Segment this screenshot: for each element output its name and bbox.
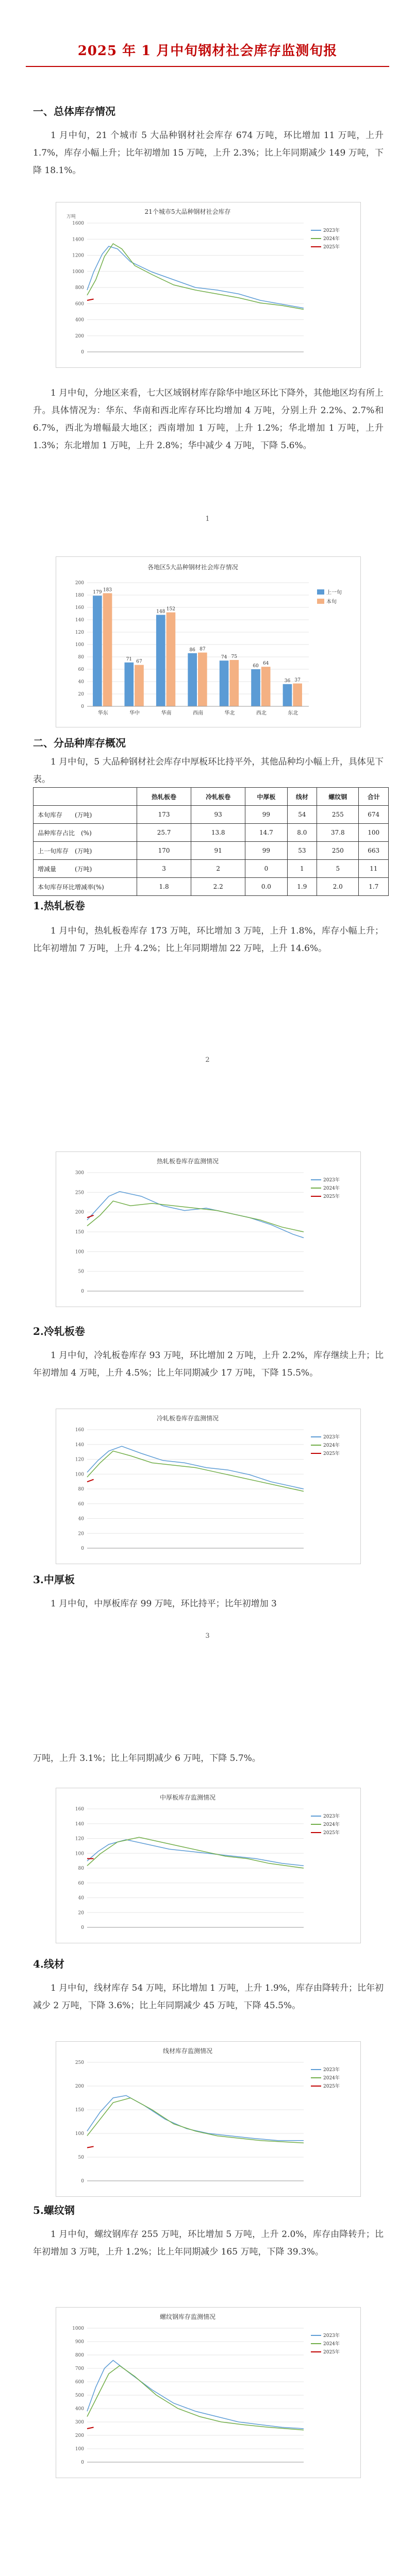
heading-wire-rod: 4.线材: [33, 1958, 64, 1970]
bar-value-label: 148: [156, 609, 165, 615]
table-header-cell: 热轧板卷: [137, 788, 191, 806]
table-cell: 100: [359, 824, 389, 842]
table-cell: 663: [359, 842, 389, 860]
table-cell: 2.0: [317, 878, 359, 896]
y-tick-label: 20: [78, 692, 84, 697]
y-tick-label: 40: [78, 680, 84, 685]
chart-rebar-svg: [56, 2308, 360, 2478]
chart-regional-inventory: [56, 556, 361, 727]
section-heading-overall: 一、总体库存情况: [33, 105, 115, 117]
y-tick-label: 150: [75, 1230, 84, 1235]
x-category-label: 西南: [193, 710, 203, 716]
chart-title: 线材库存监测情况: [162, 2047, 213, 2055]
legend-label: 2024年: [323, 2076, 340, 2081]
table-cell: 674: [359, 806, 389, 824]
table-row: [34, 824, 389, 842]
bar: [283, 684, 292, 706]
bar-value-label: 74: [221, 655, 227, 660]
paragraph-plate-b: 万吨，上升 3.1%；比上年同期减少 6 万吨，下降 5.7%。: [33, 1753, 261, 1764]
y-tick-label: 80: [78, 655, 84, 660]
x-category-label: 华中: [129, 710, 140, 716]
chart-wire-rod: [56, 2041, 361, 2197]
bar: [229, 660, 239, 706]
bar: [156, 615, 165, 706]
y-tick-label: 600: [75, 301, 84, 307]
y-tick-label: 250: [75, 1190, 84, 1196]
paragraph-wire-rod: 1 月中旬，线材库存 54 万吨，环比增加 1 万吨，上升 1.9%，库存由降转升；比年初减少 2 万吨，下降 3.6%；比上年同期减少 45 万吨，下降 45.5%。: [33, 1983, 384, 2011]
y-tick-label: 100: [75, 1249, 84, 1255]
heading-cold-rolled: 2.冷轧板卷: [33, 1325, 85, 1337]
legend-label: 2023年: [323, 228, 340, 233]
y-tick-label: 60: [78, 667, 84, 672]
table-header-cell: 合计: [359, 788, 389, 806]
series-line: [87, 1480, 94, 1482]
y-tick-label: 1000: [72, 2326, 84, 2331]
table-cell: 2.2: [191, 878, 245, 896]
bar-value-label: 67: [136, 659, 142, 665]
y-tick-label: 1400: [72, 237, 84, 243]
y-tick-label: 800: [75, 2353, 84, 2358]
y-tick-label: 100: [75, 642, 84, 648]
y-tick-label: 140: [75, 1442, 84, 1448]
legend-label: 2023年: [323, 1178, 340, 1183]
y-tick-label: 0: [81, 1925, 84, 1930]
table-cell: 0: [245, 860, 287, 878]
bar: [188, 653, 197, 706]
y-tick-label: 60: [78, 1880, 84, 1886]
table-header-cell: 冷轧板卷: [191, 788, 245, 806]
y-tick-label: 120: [75, 630, 84, 635]
legend-label: 2025年: [323, 1451, 340, 1456]
series-line: [87, 2427, 94, 2429]
table-cell: 2: [191, 860, 245, 878]
bar-value-label: 60: [253, 664, 259, 669]
bar: [124, 663, 134, 706]
series-line: [87, 2098, 304, 2143]
table-row: [34, 842, 389, 860]
y-tick-label: 140: [75, 1821, 84, 1827]
legend-label: 本旬: [326, 599, 337, 605]
x-category-label: 西北: [256, 710, 267, 716]
heading-hot-rolled: 1.热轧板卷: [33, 900, 85, 912]
table-cell: 255: [317, 806, 359, 824]
series-line: [87, 2146, 94, 2147]
chart-title: 螺纹钢库存监测情况: [159, 2313, 216, 2320]
series-line: [87, 2360, 304, 2429]
table-cell: 8.0: [287, 824, 317, 842]
table-header-cell: [34, 788, 137, 806]
y-tick-label: 100: [75, 2447, 84, 2452]
y-tick-label: 80: [78, 1866, 84, 1871]
series-line: [87, 1215, 94, 1218]
table-cell: 11: [359, 860, 389, 878]
table-cell: 25.7: [137, 824, 191, 842]
table-cell: 1: [287, 860, 317, 878]
y-tick-label: 120: [75, 1836, 84, 1842]
y-tick-label: 400: [75, 317, 84, 323]
table-cell: 5: [317, 860, 359, 878]
y-tick-label: 200: [75, 333, 84, 339]
y-tick-label: 80: [78, 1487, 84, 1492]
legend-label: 上一旬: [326, 590, 342, 596]
legend-label: 2025年: [323, 245, 340, 250]
chart-cold-rolled: [56, 1409, 361, 1564]
y-tick-label: 800: [75, 285, 84, 291]
y-tick-label: 50: [78, 2155, 84, 2160]
y-tick-label: 160: [75, 605, 84, 611]
chart-plate: [56, 1788, 361, 1943]
bar: [220, 660, 229, 706]
y-tick-label: 20: [78, 1531, 84, 1537]
y-tick-label: 0: [81, 2460, 84, 2465]
table-row: [34, 860, 389, 878]
legend-label: 2025年: [323, 2084, 340, 2089]
y-tick-label: 120: [75, 1457, 84, 1463]
legend-swatch: [317, 589, 324, 595]
table-cell: 37.8: [317, 824, 359, 842]
y-tick-label: 140: [75, 618, 84, 623]
chart-wire-svg: [56, 2042, 360, 2196]
y-tick-label: 0: [81, 350, 84, 355]
series-line: [87, 1201, 304, 1232]
y-tick-label: 300: [75, 2420, 84, 2425]
table-cell: 91: [191, 842, 245, 860]
bar: [293, 684, 302, 706]
y-tick-label: 0: [81, 1289, 84, 1294]
bar-value-label: 179: [93, 590, 102, 596]
legend-label: 2024年: [323, 236, 340, 242]
table-cell: 1.8: [137, 878, 191, 896]
paragraph-plate-a: 1 月中旬，中厚板库存 99 万吨，环比持平；比年初增加 3: [51, 1599, 277, 1609]
y-tick-label: 250: [75, 2060, 84, 2065]
bar-value-label: 71: [126, 656, 132, 662]
y-tick-label: 200: [75, 2433, 84, 2438]
bar-value-label: 183: [103, 587, 112, 593]
chart-plate-svg: [56, 1788, 360, 1943]
y-tick-label: 20: [78, 1910, 84, 1916]
y-tick-label: 600: [75, 2380, 84, 2385]
chart-total-svg: [56, 202, 360, 367]
y-tick-label: 900: [75, 2340, 84, 2345]
report-title: 2025 年 1 月中旬钢材社会库存监测旬报: [77, 43, 338, 59]
table-cell: 14.7: [245, 824, 287, 842]
bar: [135, 665, 144, 706]
y-tick-label: 200: [75, 2084, 84, 2089]
y-tick-label: 160: [75, 1428, 84, 1433]
series-line: [87, 2366, 304, 2430]
table-cell: 53: [287, 842, 317, 860]
title-divider: [26, 66, 389, 67]
y-tick-label: 160: [75, 1807, 84, 1812]
series-line: [87, 2095, 304, 2140]
x-category-label: 东北: [288, 710, 298, 716]
y-tick-label: 500: [75, 2393, 84, 2398]
table-cell: 250: [317, 842, 359, 860]
table-row: [34, 878, 389, 896]
table-cell: 99: [245, 842, 287, 860]
bar-value-label: 152: [166, 606, 175, 612]
y-tick-label: 700: [75, 2366, 84, 2371]
chart-title: 中厚板库存监测情况: [159, 1794, 216, 1801]
series-line: [87, 1451, 304, 1491]
legend-label: 2024年: [323, 1186, 340, 1191]
table-header-cell: 线材: [287, 788, 317, 806]
bar: [167, 613, 176, 706]
legend-label: 2023年: [323, 2067, 340, 2073]
paragraph-varieties: 1 月中旬，5 大品种钢材社会库存中厚板环比持平外，其他品种均小幅上升，具体见下表。: [33, 757, 384, 785]
heading-plate: 3.中厚板: [33, 1573, 75, 1586]
table-header-cell: 螺纹钢: [317, 788, 359, 806]
variety-table: [33, 787, 389, 896]
legend-swatch: [317, 599, 324, 604]
chart-hot-rolled: [56, 1151, 361, 1307]
chart-title: 各地区5大品种钢材社会库存情况: [147, 564, 238, 571]
legend-label: 2023年: [323, 1435, 340, 1440]
chart-hot-svg: [56, 1152, 360, 1307]
legend-label: 2024年: [323, 2342, 340, 2347]
bar: [251, 669, 260, 706]
bar: [103, 593, 112, 706]
chart-regional-svg: [56, 557, 360, 727]
y-tick-label: 0: [81, 2179, 84, 2184]
table-cell: 173: [137, 806, 191, 824]
x-category-label: 华北: [224, 710, 235, 716]
table-cell: 93: [191, 806, 245, 824]
section-heading-varieties: 二、分品种库存概况: [33, 737, 126, 749]
y-tick-label: 100: [75, 1472, 84, 1478]
x-category-label: 华东: [97, 710, 108, 716]
heading-rebar: 5.螺纹钢: [33, 2204, 75, 2216]
bar-value-label: 64: [262, 661, 269, 667]
chart-title: 21个城市5大品种钢材社会库存: [144, 208, 231, 215]
bar: [93, 596, 102, 706]
y-tick-label: 150: [75, 2108, 84, 2113]
chart-rebar: [56, 2307, 361, 2478]
paragraph-cold-rolled: 1 月中旬，冷轧板卷库存 93 万吨，环比增加 2 万吨，上升 2.2%，库存继续上升；比年初增加 4 万吨，上升 4.5%；比上年同期减少 17 万吨，下降 15.5%。: [33, 1350, 384, 1378]
table-cell: 99: [245, 806, 287, 824]
y-tick-label: 50: [78, 1269, 84, 1275]
y-tick-label: 200: [75, 1210, 84, 1215]
chart-total-inventory: [56, 202, 361, 368]
y-tick-label: 400: [75, 2406, 84, 2412]
table-cell: 54: [287, 806, 317, 824]
x-category-label: 华南: [161, 710, 172, 716]
y-tick-label: 1200: [72, 253, 84, 259]
y-tick-label: 100: [75, 2131, 84, 2137]
series-line: [87, 1192, 304, 1238]
legend-label: 2024年: [323, 1822, 340, 1827]
paragraph-regional: 1 月中旬，分地区来看，七大区域钢材库存除华中地区环比下降外，其他地区均有所上升。具体情况为：华东、华南和西北库存环比均增加 4 万吨，分别上升 2.2%、2.7%和 6.7%，西北为增幅最大地区；西南增加 1 万吨，上升 1.2%；华北增加 1 万吨，上升 1.3%；东北增加 1 万吨，上升 2.8%；华中减少 4 万吨，下降 5.6%。: [33, 388, 384, 451]
table-cell: 本旬库存环比增减率(%): [34, 878, 137, 896]
y-tick-label: 1000: [72, 269, 84, 275]
y-tick-label: 0: [81, 1546, 84, 1551]
table-cell: 170: [137, 842, 191, 860]
table-cell: 1.9: [287, 878, 317, 896]
table-cell: 本旬库存 (万吨): [34, 806, 137, 824]
table-cell: 3: [137, 860, 191, 878]
series-line: [87, 1840, 304, 1866]
table-cell: 上一旬库存 (万吨): [34, 842, 137, 860]
y-tick-label: 180: [75, 593, 84, 598]
bar-value-label: 37: [294, 677, 301, 683]
bar-value-label: 75: [231, 654, 237, 659]
legend-label: 2025年: [323, 1831, 340, 1836]
paragraph-rebar: 1 月中旬，螺纹钢库存 255 万吨，环比增加 5 万吨，上升 2.0%，库存由降转升；比年初增加 3 万吨，上升 1.2%；比上年同期减少 165 万吨，下降 39.3%。: [33, 2229, 384, 2257]
table-cell: 品种库存占比 (%): [34, 824, 137, 842]
y-tick-label: 100: [75, 1851, 84, 1857]
chart-cold-svg: [56, 1409, 360, 1564]
series-line: [87, 1837, 304, 1868]
table-header-row: [34, 788, 389, 806]
chart-title: 冷轧板卷库存监测情况: [156, 1415, 219, 1422]
table-cell: 0.0: [245, 878, 287, 896]
page-number: 2: [205, 1056, 210, 1064]
paragraph-hot-rolled: 1 月中旬，热轧板卷库存 173 万吨，环比增加 3 万吨，上升 1.8%，库存小幅上升；比年初增加 7 万吨，上升 4.2%；比上年同期增加 22 万吨，上升 14.6%。: [33, 926, 384, 954]
table-cell: 13.8: [191, 824, 245, 842]
series-line: [87, 244, 304, 310]
chart-ylabel: 万吨: [67, 214, 76, 219]
table-cell: 增减量 (万吨): [34, 860, 137, 878]
bar-value-label: 86: [189, 647, 195, 653]
y-tick-label: 200: [75, 581, 84, 586]
series-line: [87, 299, 94, 301]
y-tick-label: 1600: [72, 221, 84, 226]
table-row: [34, 806, 389, 824]
legend-label: 2024年: [323, 1443, 340, 1448]
legend-label: 2025年: [323, 1194, 340, 1199]
chart-title: 热轧板卷库存监测情况: [156, 1158, 219, 1165]
y-tick-label: 60: [78, 1501, 84, 1507]
y-tick-label: 0: [81, 704, 84, 709]
bar-value-label: 87: [200, 647, 206, 652]
bar: [198, 653, 207, 706]
bar: [261, 667, 271, 706]
table-cell: 1.7: [359, 878, 389, 896]
paragraph-overall: 1 月中旬，21 个城市 5 大品种钢材社会库存 674 万吨，环比增加 11 万吨，上升 1.7%，库存小幅上升；比年初增加 15 万吨，上升 2.3%；比上年同期减少 149 万吨，下降 18.1%。: [33, 130, 384, 176]
legend-label: 2023年: [323, 1814, 340, 1819]
y-tick-label: 40: [78, 1895, 84, 1901]
table-header-cell: 中厚板: [245, 788, 287, 806]
page-number: 1: [205, 515, 210, 523]
y-tick-label: 300: [75, 1171, 84, 1176]
legend-label: 2023年: [323, 2333, 340, 2338]
bar-value-label: 36: [284, 678, 291, 684]
legend-label: 2025年: [323, 2350, 340, 2355]
page-number: 3: [205, 1632, 210, 1640]
y-tick-label: 40: [78, 1516, 84, 1522]
